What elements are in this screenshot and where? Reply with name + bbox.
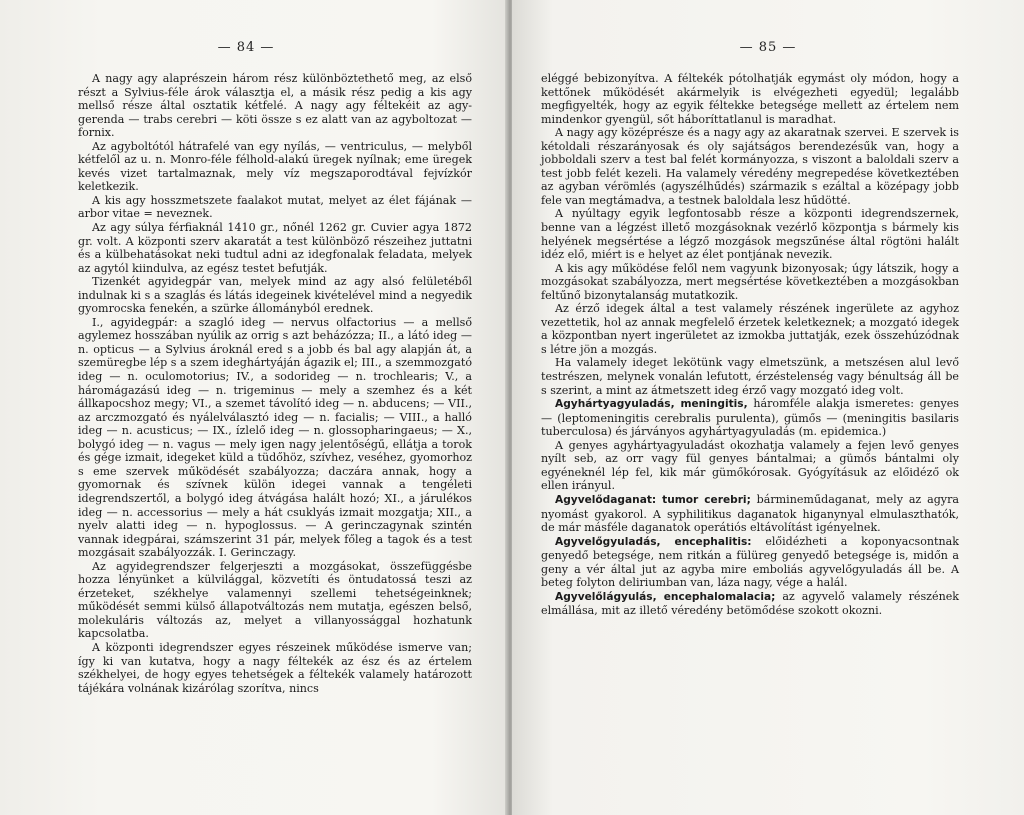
paragraph: Tizenkét agyidegpár van, melyek mind az agy alsó felületéből indulnak ki s a szaglás és látás idegeinek kivételével mind a negyedik gyomrocska fenekén, a szürke állományból erednek. bbox=[78, 275, 472, 316]
page-body bbox=[78, 72, 472, 695]
page-number: — 84 — bbox=[217, 40, 275, 55]
section-heading: Agyhártyagyuladás, meningitis, bbox=[555, 398, 748, 411]
section-heading: Agyvelőlágyulás, encephalomalacia; bbox=[555, 590, 776, 603]
paragraph: A nagy agy alaprészein három rész különböztethető meg, az első részt a Sylvius-féle árok választja el, a másik rész pedig a kis agy mellső része által osztatik kétfelé. A nagy agy féltekéit az agy-gerenda — trabs cerebri — köti össze s ez alatt van az agyboltozat — fornix. bbox=[78, 72, 472, 140]
paragraph: A genyes agyhártyagyuladást okozhatja valamely a fejen levő genyes nyílt seb, az orr vagy fül genyes bántalmai; a gümős bántalmi oly egyéneknél lép fel, kik már gümőkórosak. Gyógyításuk az előidéző ok ellen irányul. bbox=[541, 438, 959, 493]
page-number: — 85 — bbox=[739, 40, 797, 55]
section-paragraph bbox=[541, 397, 959, 439]
left-page bbox=[0, 0, 508, 815]
paragraph: Az agyidegrendszer felgerjeszti a mozgásokat, összefüggésbe hozza lényünket a külvilággal, közvetíti és öntudatossá teszi az érzeteket, székhelye valamennyi szellemi tehetségeinknek; működését semmi külső állapotváltozás nem mutatja, egészen belső, molekuláris változás az, melyet a villanyossággal hozhatunk kapcsolatba. bbox=[78, 559, 472, 641]
paragraph: eléggé bebizonyítva. A féltekék pótolhatják egymást oly módon, hogy a kettőnek működését akármelyik is elvégezheti egyedül; legalább megfigyelték, hogy az egyik féltekke betegsége mellett az értelem nem mindenkor gyengül, sőt háboríttatlanul is maradhat. bbox=[541, 72, 959, 126]
section-paragraph bbox=[541, 493, 959, 535]
paragraph: A kis agy hosszmetszete faalakot mutat, melyet az élet fájának — arbor vitae = neveznek. bbox=[78, 193, 472, 221]
paragraph-text: háromféle alakja ismeretes: genyes — (leptomeningitis cerebralis purulenta), gümős — (meningitis basilaris tuberculosa) és járványos agyhártyagyuladás (m. epidemica.) bbox=[541, 397, 960, 439]
page-body bbox=[541, 72, 959, 618]
section-heading: Agyvelőgyuladás, encephalitis: bbox=[555, 535, 752, 548]
paragraph: Az érző idegek által a test valamely részének ingerülete az agyhoz vezettetik, hol az annak megfelelő érzetek keletkeznek; a mozgató idegek a központban nyert ingerületet az izmokba juttatják, ezek összehúzódnak s létre jön a mozgás. bbox=[541, 302, 959, 356]
paragraph: Ha valamely ideget lekötünk vagy elmetszünk, a metszésen alul levő testrészen, melynek vonalán lefutott, érzéstelenség vagy bénultság áll be s szerint, a mint az átmetszett ideg érző vagy mozgató ideg volt. bbox=[541, 356, 959, 397]
paragraph: I., agyidegpár: a szagló ideg — nervus olfactorius — a mellső agylemez hosszában nyúlik az orrig s azt beházózza; II., a látó ideg — n. opticus — a Sylvius ároknál ered s a jobb és bal agy alapján át, a szemüregbe lép s a szem ideghártyáján ágazik el; III., a szemmozgató ideg — n. oculomotorius; IV., a sodorideg — n. trochlearis; V., a háromágazású ideg — n. trigeminus — mely a szemhez és a két állkapocshoz megy; VI., a szemet távolító ideg — n. abducens; — VII., az arczmozgató és nyálelválasztó ideg — n. facialis; — VIII., a halló ideg — n. acusticus; — IX., ízlelő ideg — n. glossopharingaeus; — X., bolygó ideg — n. vagus — mely igen nagy jelentőségű, ellátja a torok és gége izmait, idegeket küld a tüdőhöz, szívhez, veséhez, gyomorhoz s eme szervek működését szabályozza; daczára annak, hogy a gyomornak és szívnek külön idegei vannak a tengéleti idegrendszertől, a bolygó ideg átvágása halált hozó; XI., a járulékos ideg — n. accessorius — mely a hát csuklyás izmait mozgatja; XII., a nyelv alatti ideg — n. hypoglossus. — A gerinczagynak szintén vannak idegpárai, számszerint 31 pár, melyek főleg a tagok és a test mozgásait szabályozzák. I. Gerinczagy. bbox=[78, 315, 472, 560]
paragraph: Az agyboltótól hátrafelé van egy nyílás, — ventriculus, — melyből kétfelől az u. n. Monro-féle félhold-alakú üregek nyílnak; eme üregek kevés vizet tartalmaznak, mely víz megszaporodtával fejvízkór keletkezik. bbox=[78, 139, 472, 194]
paragraph: A nagy agy középrésze és a nagy agy az akaratnak szervei. E szervek is kétoldali részarányosak és oly sajátságos berendezésűk van, hogy a jobboldali szerv a test bal felét kormányozza, s viszont a baloldali szerv a test jobb felét kezeli. Ha valamely véredény megrepedése következtében az agyban vérömlés (agyszélhűdés) származik s ezáltal a középagy jobb fele van megtámadva, a testnek baloldala lesz hűdötté. bbox=[541, 126, 959, 207]
paragraph-text: előidézheti a koponyacsontnak genyedő betegsége, nem ritkán a fülüreg genyedő betegsége is, midőn a geny a vér által jut az agyba mire emboliás agyvelőgyuladás áll be. A beteg folyton deliriumban van, láza nagy, vége a halál. bbox=[541, 534, 959, 590]
section-paragraph bbox=[541, 535, 959, 590]
section-heading: Agyvelődaganat: tumor cerebri; bbox=[555, 493, 751, 506]
right-page bbox=[512, 0, 1024, 815]
paragraph-text: az agyvelő valamely részének elmállása, mit az illető véredény betömődése szokott okozni. bbox=[541, 589, 959, 618]
paragraph: Az agy súlya férfiaknál 1410 gr., nőnél 1262 gr. Cuvier agya 1872 gr. volt. A központi szerv akaratát a test különböző részeihez juttatni és a külbehatásokat neki tudtul adni az idegfonalak feladata, melyek az agytól kiindulva, az egész testet befutják. bbox=[78, 221, 472, 275]
paragraph-text: bármineműdaganat, mely az agyra nyomást gyakorol. A syphilitikus daganatok higanynyal elmulaszthatók, de már másféle daganatok operátiós eltávolítást igényelnek. bbox=[541, 492, 959, 535]
paragraph: A központi idegrendszer egyes részeinek működése ismerve van; így ki van kutatva, hogy a nagy féltekék az ész és az értelem székhelyei, de hogy egyes tehetségek a féltekék valamely határozott tájékára volnának kizárólag szorítva, nincs bbox=[78, 640, 472, 695]
section-paragraph bbox=[541, 590, 959, 618]
paragraph: A nyúltagy egyik legfontosabb része a központi idegrendszernek, benne van a légzést illető mozgásoknak vezérlő központja s bármely kis helyének megsértése a légző mozgások megszűnése által rögtöni halált idéz elő, miért is e helyet az élet pontjának nevezik. bbox=[541, 207, 959, 262]
paragraph: A kis agy működése felől nem vagyunk bizonyosak; úgy látszik, hogy a mozgásokat szabályozza, mert megsértése következtében a mozgásokban feltűnő bizonytalanság mutatkozik. bbox=[541, 261, 959, 302]
